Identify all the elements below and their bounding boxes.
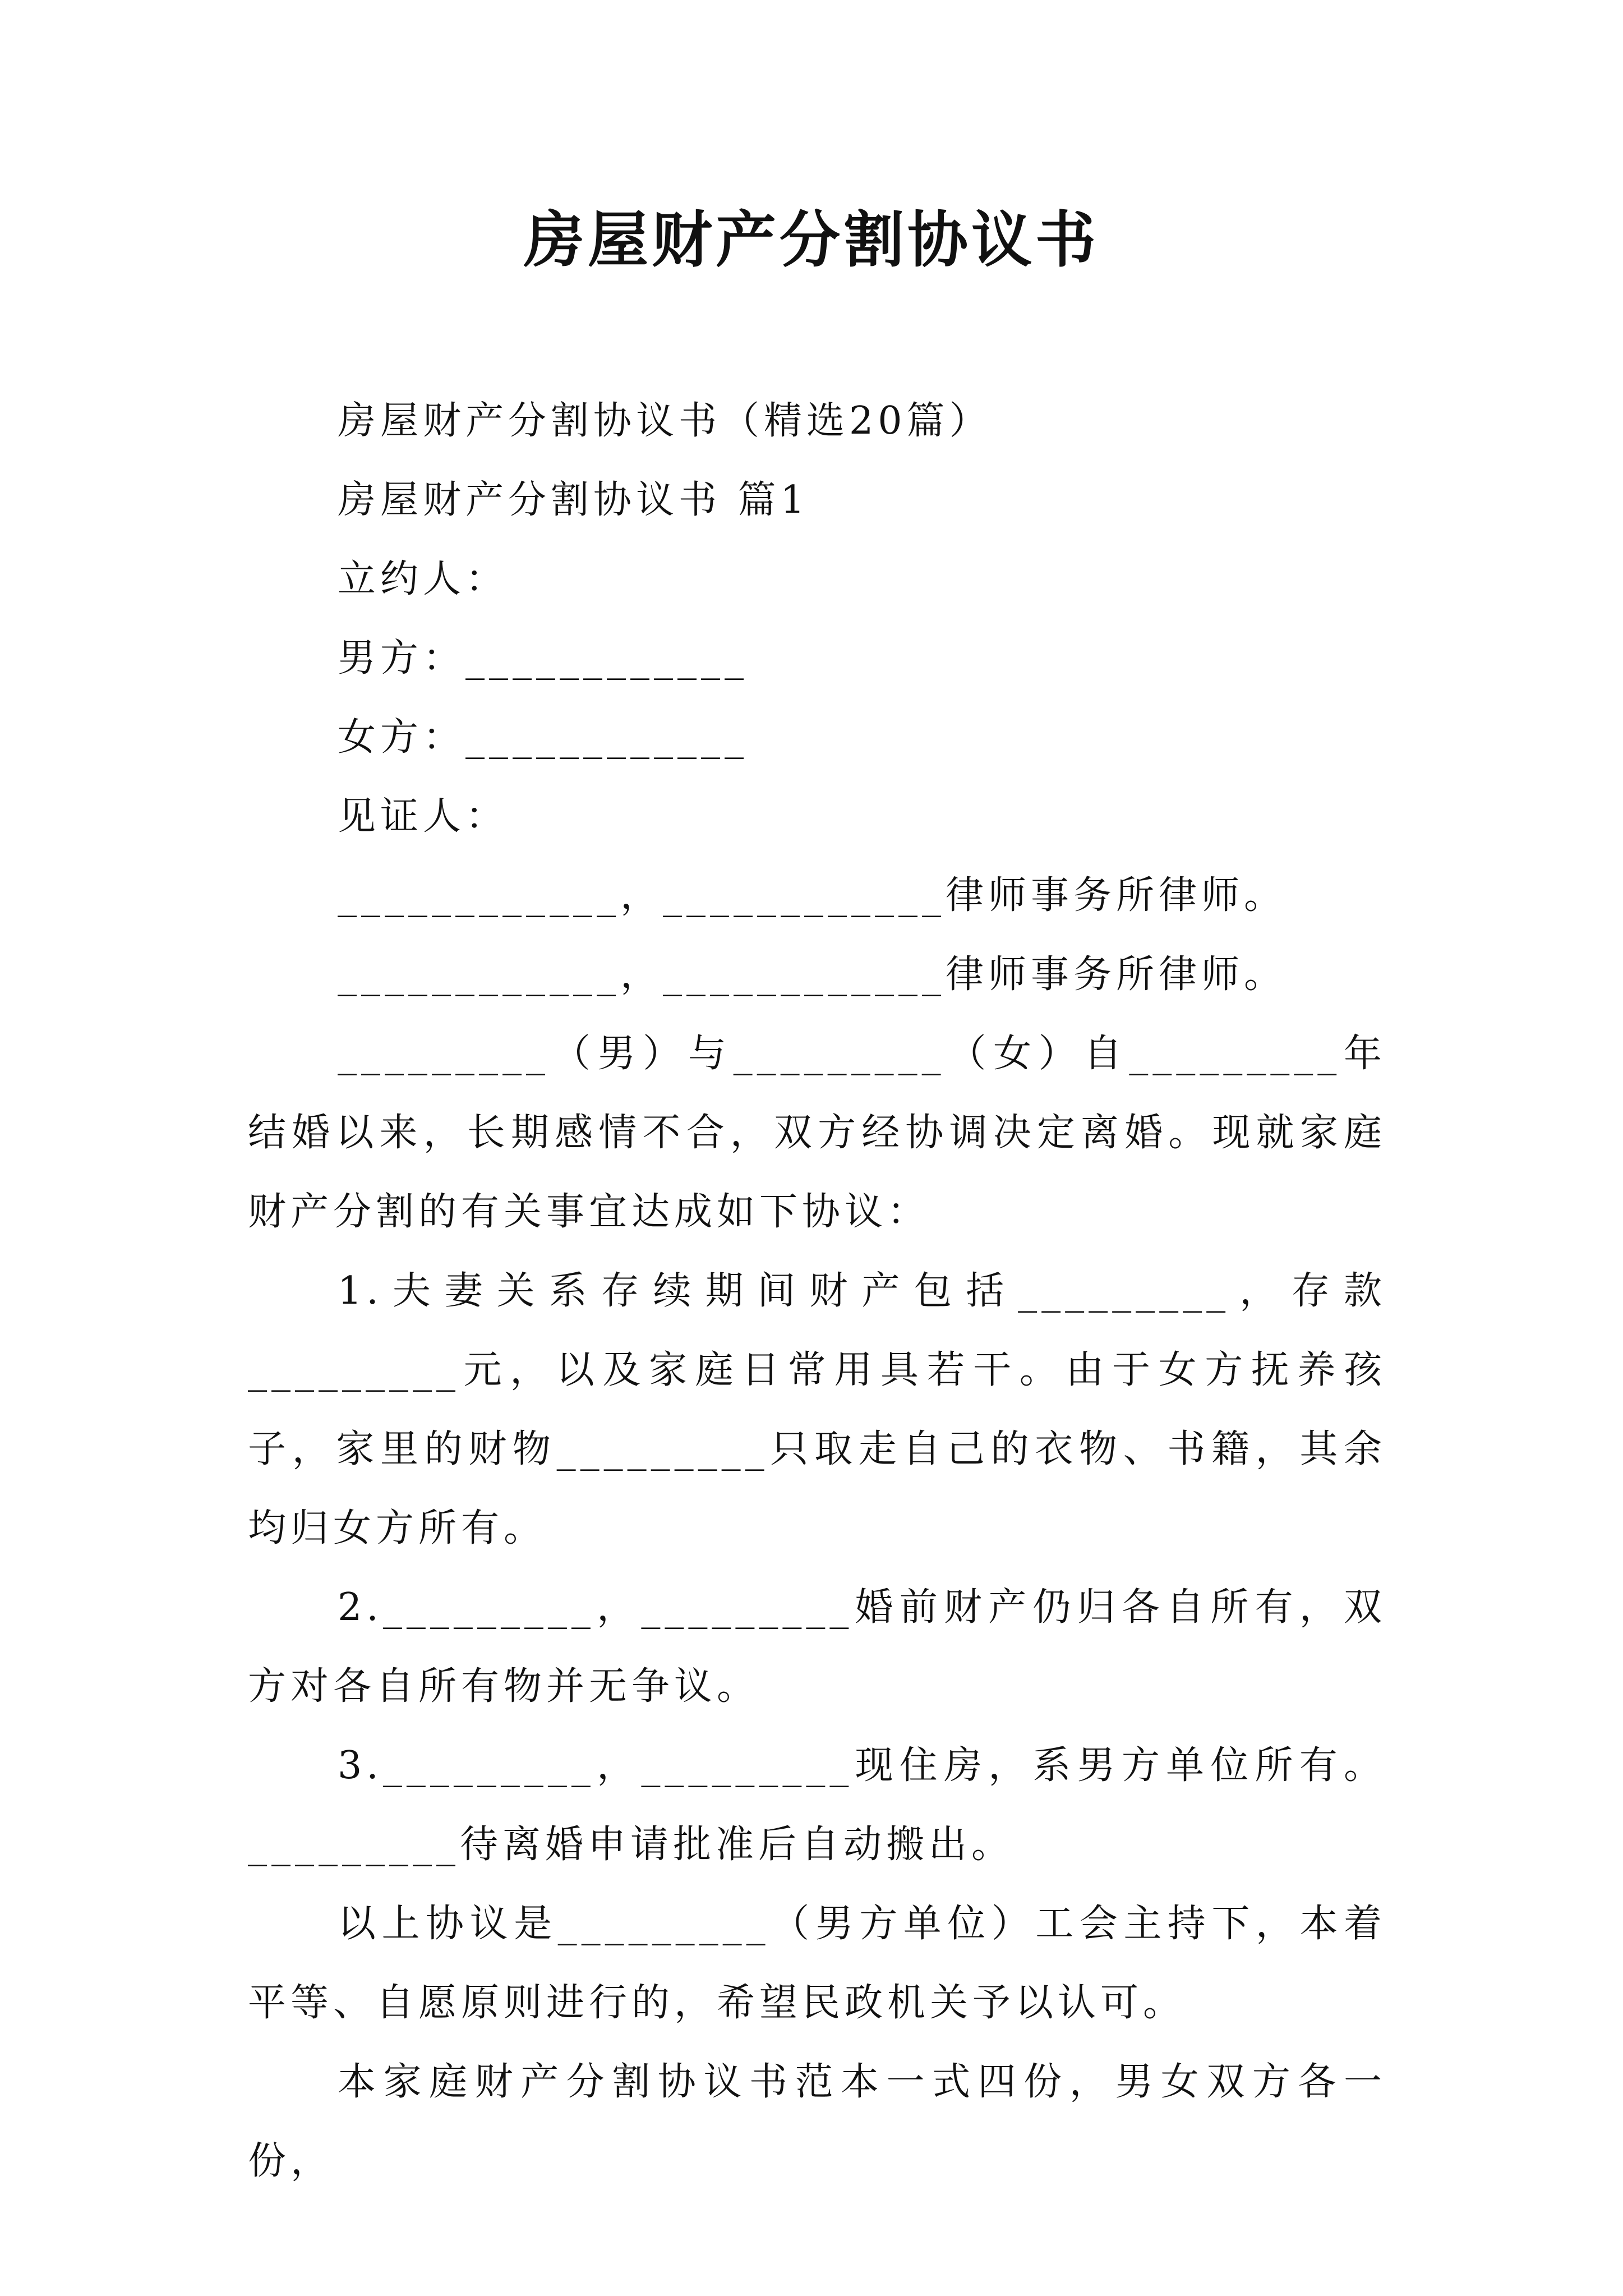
paragraph-agreement-note: 以上协议是_________（男方单位）工会主持下，本着平等、自愿原则进行的，希望民政机关予以认可。 [248,1902,1386,2025]
paragraph-witness-1: ____________，____________律师事务所律师。 [338,873,1287,918]
paragraph-clause-2: 2._________，_________婚前财产仍归各自所有，双方对各自所有物并无争议。 [248,1585,1386,1709]
paragraph-marriage-statement: _________（男）与_________（女）自_________年结婚以来，长期感情不合，双方经协调决定离婚。现就家庭财产分割的有关事宜达成如下协议： [248,1032,1386,1234]
paragraph-clause-1: 1.夫妻关系存续期间财产包括_________，存款_________元，以及家庭日常用具若干。由于女方抚养孩子，家里的财物_________只取走自己的衣物、书籍，其余均归女方所有。 [248,1269,1386,1550]
document-body [248,381,1386,2201]
paragraph-clause-3: 3._________，_________现住房，系男方单位所有。_________待离婚申请批准后自动搬出。 [248,1743,1386,1867]
document-title: 房屋财产分割协议书 [523,205,1099,275]
paragraph-witness-2: ____________，____________律师事务所律师。 [338,953,1287,997]
paragraph-female-party: 女方：____________ [338,715,749,760]
paragraph-subtitle: 房屋财产分割协议书（精选20篇） [338,399,992,443]
paragraph-copies-note: 本家庭财产分割协议书范本一式四份，男女双方各一份， [248,2060,1386,2183]
paragraph-witness-label: 见证人： [338,794,509,839]
paragraph-male-party: 男方：____________ [338,636,749,680]
paragraph-parties-label: 立约人： [338,557,509,601]
paragraph-section-heading: 房屋财产分割协议书 篇1 [338,478,809,522]
